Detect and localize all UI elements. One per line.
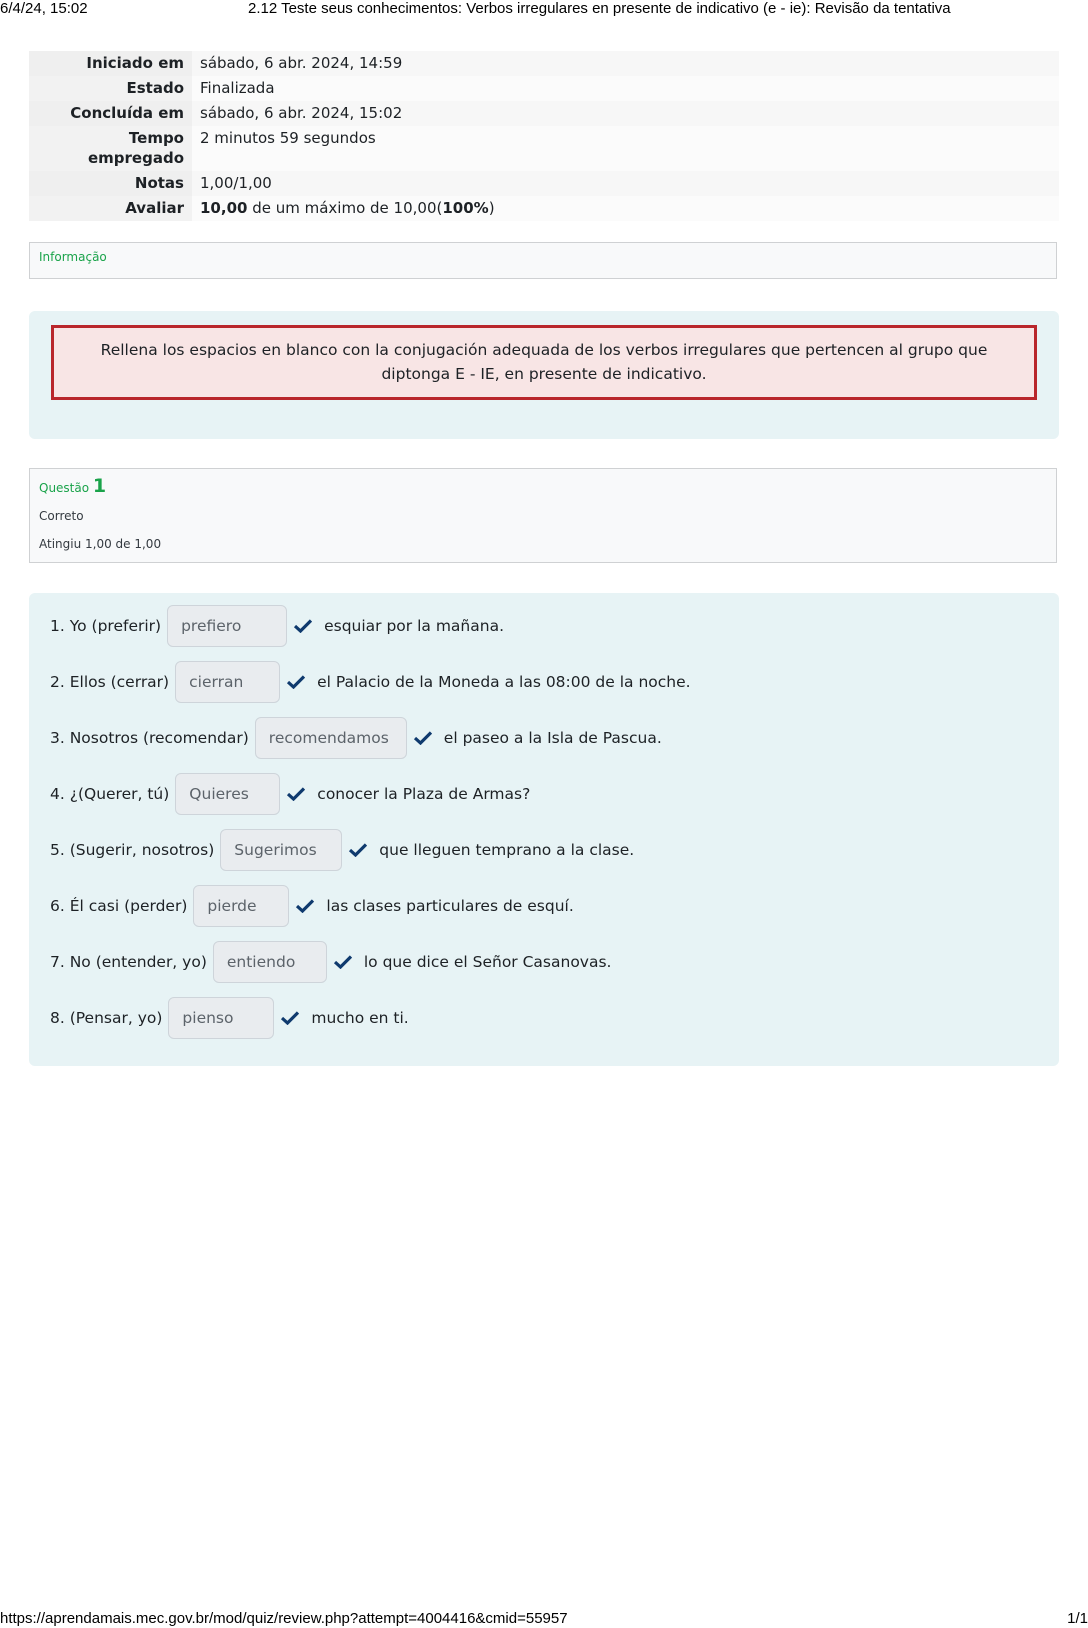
state-label: Estado [29, 76, 192, 101]
state-value: Finalizada [192, 76, 1059, 101]
question-item-1 [50, 605, 504, 647]
question-info-box [29, 468, 1057, 563]
check-icon [334, 955, 352, 969]
summary-row-completed [29, 101, 1059, 126]
check-icon [281, 1011, 299, 1025]
answer-field-7[interactable] [213, 941, 327, 983]
item-rest: que lleguen temprano a la clase. [379, 841, 635, 859]
question-item-7 [50, 941, 611, 983]
print-date: 6/4/24, 15:02 [0, 0, 88, 17]
time-label-line2: empregado [87, 149, 184, 167]
item-prompt: 5. (Sugerir, nosotros) [50, 841, 215, 859]
item-prompt: 4. ¿(Querer, tú) [50, 785, 170, 803]
item-prompt: 6. Él casi (perder) [50, 897, 188, 915]
completed-value: sábado, 6 abr. 2024, 15:02 [192, 101, 1059, 126]
instructions-alert: Rellena los espacios en blanco con la conjugación adequada de los verbos irregulares que pertencen al grupo que diptonga E - IE, en presente de indicativo. [51, 325, 1037, 400]
check-icon [349, 843, 367, 857]
item-rest: el paseo a la Isla de Pascua. [443, 729, 662, 747]
answer-field-5[interactable] [220, 829, 342, 871]
item-rest: conocer la Plaza de Armas? [317, 785, 531, 803]
summary-row-started [29, 51, 1059, 76]
item-prompt: 3. Nosotros (recomendar) [50, 729, 249, 747]
marks-value: 1,00/1,00 [192, 171, 1059, 196]
item-prompt: 2. Ellos (cerrar) [50, 673, 170, 691]
check-icon [414, 731, 432, 745]
summary-row-state [29, 76, 1059, 101]
started-label: Iniciado em [29, 51, 192, 76]
item-prompt: 8. (Pensar, yo) [50, 1009, 163, 1027]
information-box [29, 242, 1057, 279]
marks-label: Notas [29, 171, 192, 196]
summary-row-grade [29, 196, 1059, 221]
item-rest: el Palacio de la Moneda a las 08:00 de la noche. [317, 673, 691, 691]
check-icon [294, 619, 312, 633]
question-item-6 [50, 885, 574, 927]
answer-field-8[interactable] [168, 997, 274, 1039]
answer-field-3[interactable] [255, 717, 407, 759]
print-title: 2.12 Teste seus conhecimentos: Verbos irregulares en presente de indicativo (e - ie): Revisão da tentativa [248, 0, 951, 17]
item-rest: las clases particulares de esquí. [326, 897, 574, 915]
question-item-4 [50, 773, 530, 815]
grade-mid: de um máximo de 10,00( [247, 199, 443, 217]
grade-end: ) [488, 199, 495, 217]
item-prompt: 7. No (entender, yo) [50, 953, 207, 971]
grade-percent: 100% [442, 199, 489, 217]
time-label-line1: Tempo [128, 129, 184, 147]
completed-label: Concluída em [29, 101, 192, 126]
question-item-3 [50, 717, 662, 759]
question-item-5 [50, 829, 634, 871]
question-item-2 [50, 661, 691, 703]
check-icon [287, 675, 305, 689]
answer-field-1[interactable] [167, 605, 287, 647]
question-title-prefix: Questão [39, 481, 93, 495]
grade-score: 10,00 [200, 199, 248, 217]
started-value: sábado, 6 abr. 2024, 14:59 [192, 51, 1059, 76]
item-prompt: 1. Yo (preferir) [50, 617, 162, 635]
time-value: 2 minutos 59 segundos [192, 126, 1059, 171]
print-header [0, 0, 1088, 18]
grade-label: Avaliar [29, 196, 192, 221]
question-item-8 [50, 997, 409, 1039]
answer-field-4[interactable] [175, 773, 280, 815]
item-rest: mucho en ti. [311, 1009, 409, 1027]
check-icon [296, 899, 314, 913]
intro-panel [29, 311, 1059, 439]
summary-row-marks [29, 171, 1059, 196]
information-label: Informação [39, 250, 107, 264]
question-content-panel [29, 593, 1059, 1066]
question-title [39, 475, 106, 497]
answer-field-2[interactable] [175, 661, 280, 703]
check-icon [287, 787, 305, 801]
print-url: https://aprendamais.mec.gov.br/mod/quiz/review.php?attempt=4004416&cmid=55957 [0, 1610, 568, 1627]
item-rest: esquiar por la mañana. [324, 617, 504, 635]
question-grade: Atingiu 1,00 de 1,00 [39, 537, 162, 551]
print-page-number: 1/1 [1067, 1610, 1088, 1627]
print-footer [0, 1608, 1088, 1626]
item-rest: lo que dice el Señor Casanovas. [363, 953, 612, 971]
question-state: Correto [39, 509, 84, 523]
time-label [29, 126, 192, 171]
grade-value [192, 196, 1059, 221]
summary-row-time [29, 126, 1059, 171]
answer-field-6[interactable] [193, 885, 289, 927]
attempt-summary-table [29, 51, 1059, 221]
question-number: 1 [92, 475, 107, 497]
